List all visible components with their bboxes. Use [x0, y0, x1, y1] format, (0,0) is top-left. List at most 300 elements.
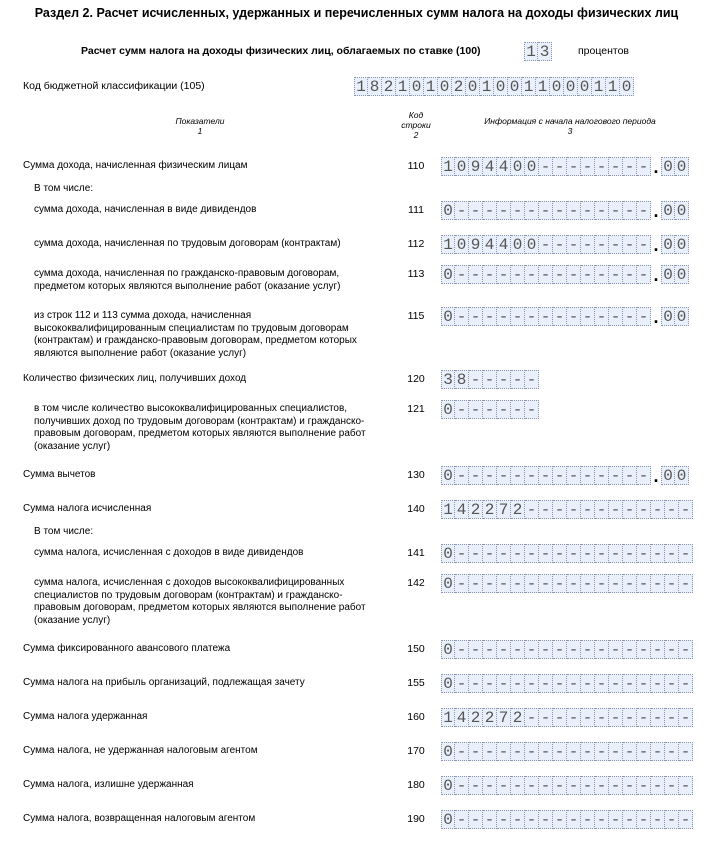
value-cell: -	[609, 640, 623, 659]
value-cell: 0	[511, 157, 525, 176]
row-code: 142	[407, 577, 425, 589]
value-cell: -	[483, 640, 497, 659]
fraction-cell: 0	[675, 466, 689, 485]
value-cell: 7	[497, 708, 511, 727]
value-cell: -	[469, 810, 483, 829]
value-cell: -	[539, 810, 553, 829]
value-cell: -	[553, 544, 567, 563]
header-indicators-number: 1	[197, 126, 203, 136]
value-cell: 4	[455, 708, 469, 727]
value-cell: -	[511, 201, 525, 220]
rate-cell: 3	[538, 42, 552, 61]
value-cell: -	[595, 742, 609, 761]
value-cell: 4	[497, 157, 511, 176]
value-cell: -	[581, 500, 595, 519]
value-cell: -	[581, 201, 595, 220]
value-cell: 0	[455, 235, 469, 254]
value-cell: 1	[441, 708, 455, 727]
value-cell: -	[497, 810, 511, 829]
value-cell: -	[623, 307, 637, 326]
decimal-point: .	[653, 201, 659, 221]
value-cell: -	[483, 544, 497, 563]
value-cell: -	[623, 640, 637, 659]
value-cell: -	[553, 708, 567, 727]
row-label: Сумма фиксированного авансового платежа	[23, 643, 231, 654]
value-cell: -	[595, 307, 609, 326]
value-cell: -	[483, 265, 497, 284]
row-code: 115	[407, 310, 425, 322]
value-cell: -	[497, 466, 511, 485]
fraction-field[interactable]	[661, 466, 689, 485]
value-cell: -	[665, 500, 679, 519]
value-cell: -	[525, 307, 539, 326]
value-cell: -	[553, 776, 567, 795]
kbk-cell: 1	[536, 77, 550, 96]
row-label: сумма дохода, начисленная по гражданско-правовым договорам, предметом которых являются выполнение работ (оказание услуг)	[34, 268, 341, 292]
kbk-cell: 0	[564, 77, 578, 96]
header-code-number: 2	[413, 130, 419, 140]
value-cell: -	[497, 742, 511, 761]
value-cell: -	[637, 500, 651, 519]
value-cell: -	[539, 708, 553, 727]
row-value-field[interactable]	[441, 235, 689, 254]
value-cell: 0	[441, 400, 455, 419]
value-cell: -	[637, 674, 651, 693]
row-code: 130	[407, 469, 425, 481]
value-cell: -	[539, 674, 553, 693]
value-cell: -	[497, 201, 511, 220]
value-cell: -	[665, 776, 679, 795]
value-cell: -	[679, 544, 693, 563]
fraction-field[interactable]	[661, 201, 689, 220]
row-code: 160	[407, 711, 425, 723]
value-cell: -	[525, 500, 539, 519]
value-cell: -	[637, 708, 651, 727]
value-cell: -	[553, 265, 567, 284]
row-label: Сумма вычетов	[23, 469, 96, 480]
value-cell: 0	[441, 466, 455, 485]
value-cell: 8	[455, 370, 469, 389]
value-cell: -	[553, 742, 567, 761]
value-cell: -	[609, 157, 623, 176]
row-label: Сумма налога удержанная	[23, 711, 148, 722]
value-cell: -	[469, 574, 483, 593]
value-cell: -	[497, 400, 511, 419]
value-cell: -	[511, 810, 525, 829]
value-cell: -	[553, 500, 567, 519]
rate-cell: 1	[524, 42, 538, 61]
value-cell: -	[511, 544, 525, 563]
row-value-field[interactable]	[441, 466, 689, 485]
row-label: Сумма налога на прибыль организаций, подлежащая зачету	[23, 677, 305, 688]
value-cell: -	[567, 265, 581, 284]
value-cell: -	[609, 307, 623, 326]
value-cell: -	[483, 201, 497, 220]
decimal-point: .	[653, 235, 659, 255]
value-cell: -	[567, 776, 581, 795]
value-cell: 9	[469, 235, 483, 254]
value-cell: -	[595, 235, 609, 254]
row-code: 121	[407, 403, 425, 415]
header-code-subtitle: строки	[401, 120, 431, 130]
fraction-field[interactable]	[661, 307, 689, 326]
value-cell: -	[455, 742, 469, 761]
kbk-cell: 0	[508, 77, 522, 96]
row-value-field[interactable]	[441, 742, 693, 761]
value-cell: -	[567, 201, 581, 220]
rate-field[interactable]	[524, 42, 552, 61]
value-cell: -	[483, 810, 497, 829]
row-label: сумма дохода, начисленная по трудовым договорам (контрактам)	[34, 238, 341, 249]
value-cell: 0	[525, 235, 539, 254]
value-cell: -	[595, 674, 609, 693]
value-cell: 0	[441, 810, 455, 829]
kbk-cell: 2	[452, 77, 466, 96]
value-cell: 0	[441, 544, 455, 563]
value-cell: -	[455, 544, 469, 563]
value-cell: -	[651, 500, 665, 519]
value-cell: -	[581, 708, 595, 727]
value-cell: -	[623, 544, 637, 563]
row-label: сумма налога, исчисленная с доходов в виде дивидендов	[34, 547, 304, 558]
fraction-cell: 0	[661, 201, 675, 220]
header-indicators-title: Показатели	[175, 116, 225, 126]
value-cell: -	[623, 235, 637, 254]
value-cell: -	[651, 810, 665, 829]
value-cell: -	[483, 574, 497, 593]
value-cell: -	[455, 810, 469, 829]
value-cell: -	[637, 265, 651, 284]
value-cell: 2	[483, 500, 497, 519]
fraction-field[interactable]	[661, 235, 689, 254]
value-cell: -	[553, 574, 567, 593]
value-cell: -	[511, 400, 525, 419]
row-value-field[interactable]	[441, 574, 693, 593]
fraction-cell: 0	[661, 157, 675, 176]
value-cell: -	[665, 640, 679, 659]
header-info-title: Информация с начала налогового периода	[484, 116, 656, 126]
value-cell: -	[609, 544, 623, 563]
value-cell: 4	[483, 235, 497, 254]
value-cell: -	[623, 466, 637, 485]
fraction-cell: 0	[675, 307, 689, 326]
row-value-field[interactable]	[441, 201, 689, 220]
value-cell: -	[581, 742, 595, 761]
value-cell: -	[497, 674, 511, 693]
value-cell: -	[609, 810, 623, 829]
value-cell: -	[651, 742, 665, 761]
kbk-cell: 0	[620, 77, 634, 96]
row-value-field[interactable]	[441, 157, 689, 176]
row-label: Сумма налога исчисленная	[23, 503, 152, 514]
row-value-field[interactable]	[441, 776, 693, 795]
value-cell: -	[511, 674, 525, 693]
value-cell: -	[581, 307, 595, 326]
row-value-field[interactable]	[441, 265, 689, 284]
kbk-cell: 0	[466, 77, 480, 96]
value-cell: 4	[483, 157, 497, 176]
kbk-cell: 1	[522, 77, 536, 96]
value-cell: -	[581, 544, 595, 563]
kbk-cell: 1	[480, 77, 494, 96]
row-value-field[interactable]	[441, 400, 539, 419]
value-cell: 4	[455, 500, 469, 519]
value-cell: -	[525, 810, 539, 829]
header-info	[455, 116, 685, 136]
value-cell: -	[455, 466, 469, 485]
value-cell: -	[525, 708, 539, 727]
header-info-number: 3	[567, 126, 573, 136]
value-cell: -	[581, 810, 595, 829]
value-cell: -	[665, 574, 679, 593]
value-cell: -	[609, 265, 623, 284]
value-cell: -	[581, 674, 595, 693]
value-cell: -	[525, 201, 539, 220]
kbk-field[interactable]	[354, 77, 634, 96]
value-cell: -	[595, 265, 609, 284]
value-cell: -	[637, 307, 651, 326]
decimal-point: .	[653, 265, 659, 285]
row-code: 170	[407, 745, 425, 757]
row-value-field[interactable]	[441, 810, 693, 829]
kbk-cell: 2	[382, 77, 396, 96]
value-cell: -	[665, 742, 679, 761]
row-label: В том числе:	[34, 183, 94, 194]
value-cell: -	[511, 466, 525, 485]
value-cell: -	[651, 574, 665, 593]
value-cell: -	[497, 370, 511, 389]
value-cell: -	[483, 742, 497, 761]
rate-subtitle: Расчет сумм налога на доходы физических лиц, облагаемых по ставке (100)	[81, 45, 481, 57]
header-code-title: Код	[408, 110, 424, 120]
value-cell: -	[637, 235, 651, 254]
value-cell: -	[511, 776, 525, 795]
value-cell: -	[609, 674, 623, 693]
value-cell: -	[623, 574, 637, 593]
value-cell: -	[469, 370, 483, 389]
row-value-field[interactable]	[441, 708, 693, 727]
value-cell: -	[497, 640, 511, 659]
value-cell: -	[553, 674, 567, 693]
value-cell: -	[595, 500, 609, 519]
value-cell: -	[581, 574, 595, 593]
decimal-point: .	[653, 466, 659, 486]
value-cell: -	[637, 640, 651, 659]
value-cell: -	[665, 708, 679, 727]
value-cell: 0	[441, 201, 455, 220]
value-cell: -	[455, 201, 469, 220]
value-cell: -	[679, 500, 693, 519]
row-code: 190	[407, 813, 425, 825]
value-cell: -	[469, 307, 483, 326]
kbk-cell: 0	[410, 77, 424, 96]
value-cell: -	[581, 776, 595, 795]
row-label: Сумма дохода, начисленная физическим лицам	[23, 160, 248, 171]
row-value-field[interactable]	[441, 307, 689, 326]
value-cell: -	[595, 776, 609, 795]
value-cell: -	[455, 400, 469, 419]
value-cell: -	[553, 157, 567, 176]
value-cell: -	[525, 640, 539, 659]
value-cell: -	[581, 235, 595, 254]
value-cell: -	[651, 544, 665, 563]
value-cell: -	[525, 776, 539, 795]
row-value-field[interactable]	[441, 544, 693, 563]
value-cell: -	[595, 810, 609, 829]
kbk-cell: 1	[424, 77, 438, 96]
value-cell: 0	[441, 640, 455, 659]
value-cell: -	[539, 742, 553, 761]
value-cell: 0	[455, 157, 469, 176]
value-cell: -	[469, 544, 483, 563]
value-cell: -	[469, 400, 483, 419]
fraction-cell: 0	[661, 307, 675, 326]
value-cell: -	[623, 708, 637, 727]
value-cell: -	[623, 265, 637, 284]
value-cell: 0	[525, 157, 539, 176]
value-cell: 0	[441, 307, 455, 326]
row-label: сумма дохода, начисленная в виде дивидендов	[34, 204, 257, 215]
row-code: 180	[407, 779, 425, 791]
value-cell: -	[483, 307, 497, 326]
value-cell: -	[525, 466, 539, 485]
value-cell: 2	[511, 708, 525, 727]
kbk-cell: 0	[578, 77, 592, 96]
value-cell: -	[483, 400, 497, 419]
row-label: из строк 112 и 113 сумма дохода, начисленная высококвалифицированным специалистам по трудовым договорам (контрактам) и гражданско-правовым договорам, предметом которых являются выполнение работ (оказание услуг)	[34, 310, 357, 359]
value-cell: -	[455, 574, 469, 593]
value-cell: -	[623, 201, 637, 220]
value-cell: -	[637, 742, 651, 761]
value-cell: -	[469, 776, 483, 795]
value-cell: 2	[511, 500, 525, 519]
value-cell: 2	[469, 708, 483, 727]
value-cell: -	[469, 742, 483, 761]
row-code: 155	[407, 677, 425, 689]
value-cell: -	[539, 466, 553, 485]
value-cell: -	[483, 674, 497, 693]
value-cell: 0	[441, 574, 455, 593]
value-cell: -	[609, 574, 623, 593]
row-value-field[interactable]	[441, 500, 693, 519]
kbk-label: Код бюджетной классификации (105)	[23, 80, 205, 92]
value-cell: -	[539, 640, 553, 659]
value-cell: -	[567, 235, 581, 254]
fraction-field[interactable]	[661, 265, 689, 284]
value-cell: -	[539, 776, 553, 795]
value-cell: -	[469, 674, 483, 693]
decimal-point: .	[653, 307, 659, 327]
row-code: 140	[407, 503, 425, 515]
value-cell: -	[511, 370, 525, 389]
row-code: 111	[408, 204, 424, 216]
fraction-cell: 0	[675, 235, 689, 254]
fraction-field[interactable]	[661, 157, 689, 176]
row-code: 120	[407, 373, 425, 385]
value-cell: -	[511, 265, 525, 284]
value-cell: -	[567, 742, 581, 761]
value-cell: -	[679, 708, 693, 727]
header-indicators	[100, 116, 300, 136]
value-cell: -	[497, 265, 511, 284]
row-label: сумма налога, исчисленная с доходов высококвалифицированных специалистов по трудовым договорам (контрактам) и гражданско-правовым договорам, предметом которых являются выполнение работ (оказание услуг)	[34, 577, 366, 626]
kbk-cell: 0	[438, 77, 452, 96]
value-cell: -	[637, 544, 651, 563]
value-cell: -	[483, 776, 497, 795]
value-cell: -	[525, 674, 539, 693]
value-cell: -	[595, 640, 609, 659]
kbk-cell: 1	[606, 77, 620, 96]
value-cell: -	[609, 500, 623, 519]
value-cell: 0	[441, 742, 455, 761]
section-title: Раздел 2. Расчет исчисленных, удержанных и перечисленных сумм налога на доходы физических лиц	[34, 6, 679, 20]
value-cell: -	[567, 500, 581, 519]
value-cell: -	[595, 157, 609, 176]
value-cell: -	[497, 776, 511, 795]
value-cell: -	[553, 235, 567, 254]
row-label: Сумма налога, излишне удержанная	[23, 779, 194, 790]
row-code: 141	[407, 547, 425, 559]
value-cell: -	[665, 544, 679, 563]
value-cell: -	[623, 776, 637, 795]
value-cell: -	[525, 370, 539, 389]
value-cell: -	[469, 466, 483, 485]
row-value-field[interactable]	[441, 370, 539, 389]
value-cell: -	[595, 201, 609, 220]
value-cell: -	[651, 776, 665, 795]
value-cell: -	[623, 742, 637, 761]
value-cell: -	[511, 307, 525, 326]
value-cell: -	[525, 544, 539, 563]
value-cell: -	[525, 574, 539, 593]
fraction-cell: 0	[675, 201, 689, 220]
row-value-field[interactable]	[441, 640, 693, 659]
value-cell: -	[609, 466, 623, 485]
value-cell: 0	[441, 674, 455, 693]
row-value-field[interactable]	[441, 674, 693, 693]
decimal-point: .	[653, 157, 659, 177]
value-cell: -	[455, 776, 469, 795]
value-cell: -	[637, 810, 651, 829]
value-cell: 2	[483, 708, 497, 727]
value-cell: 0	[511, 235, 525, 254]
value-cell: -	[609, 776, 623, 795]
fraction-cell: 0	[661, 265, 675, 284]
row-code: 112	[407, 238, 425, 250]
value-cell: -	[679, 640, 693, 659]
value-cell: -	[665, 810, 679, 829]
value-cell: -	[595, 544, 609, 563]
value-cell: -	[623, 810, 637, 829]
value-cell: 1	[441, 500, 455, 519]
value-cell: -	[539, 201, 553, 220]
value-cell: -	[679, 810, 693, 829]
value-cell: -	[553, 201, 567, 220]
value-cell: 4	[497, 235, 511, 254]
fraction-cell: 0	[661, 466, 675, 485]
value-cell: -	[525, 742, 539, 761]
row-label: Количество физических лиц, получивших доход	[23, 373, 247, 384]
value-cell: -	[539, 265, 553, 284]
value-cell: 7	[497, 500, 511, 519]
row-label: В том числе:	[34, 526, 94, 537]
value-cell: -	[511, 742, 525, 761]
value-cell: -	[567, 157, 581, 176]
value-cell: -	[539, 574, 553, 593]
value-cell: -	[553, 810, 567, 829]
fraction-cell: 0	[661, 235, 675, 254]
value-cell: -	[497, 574, 511, 593]
